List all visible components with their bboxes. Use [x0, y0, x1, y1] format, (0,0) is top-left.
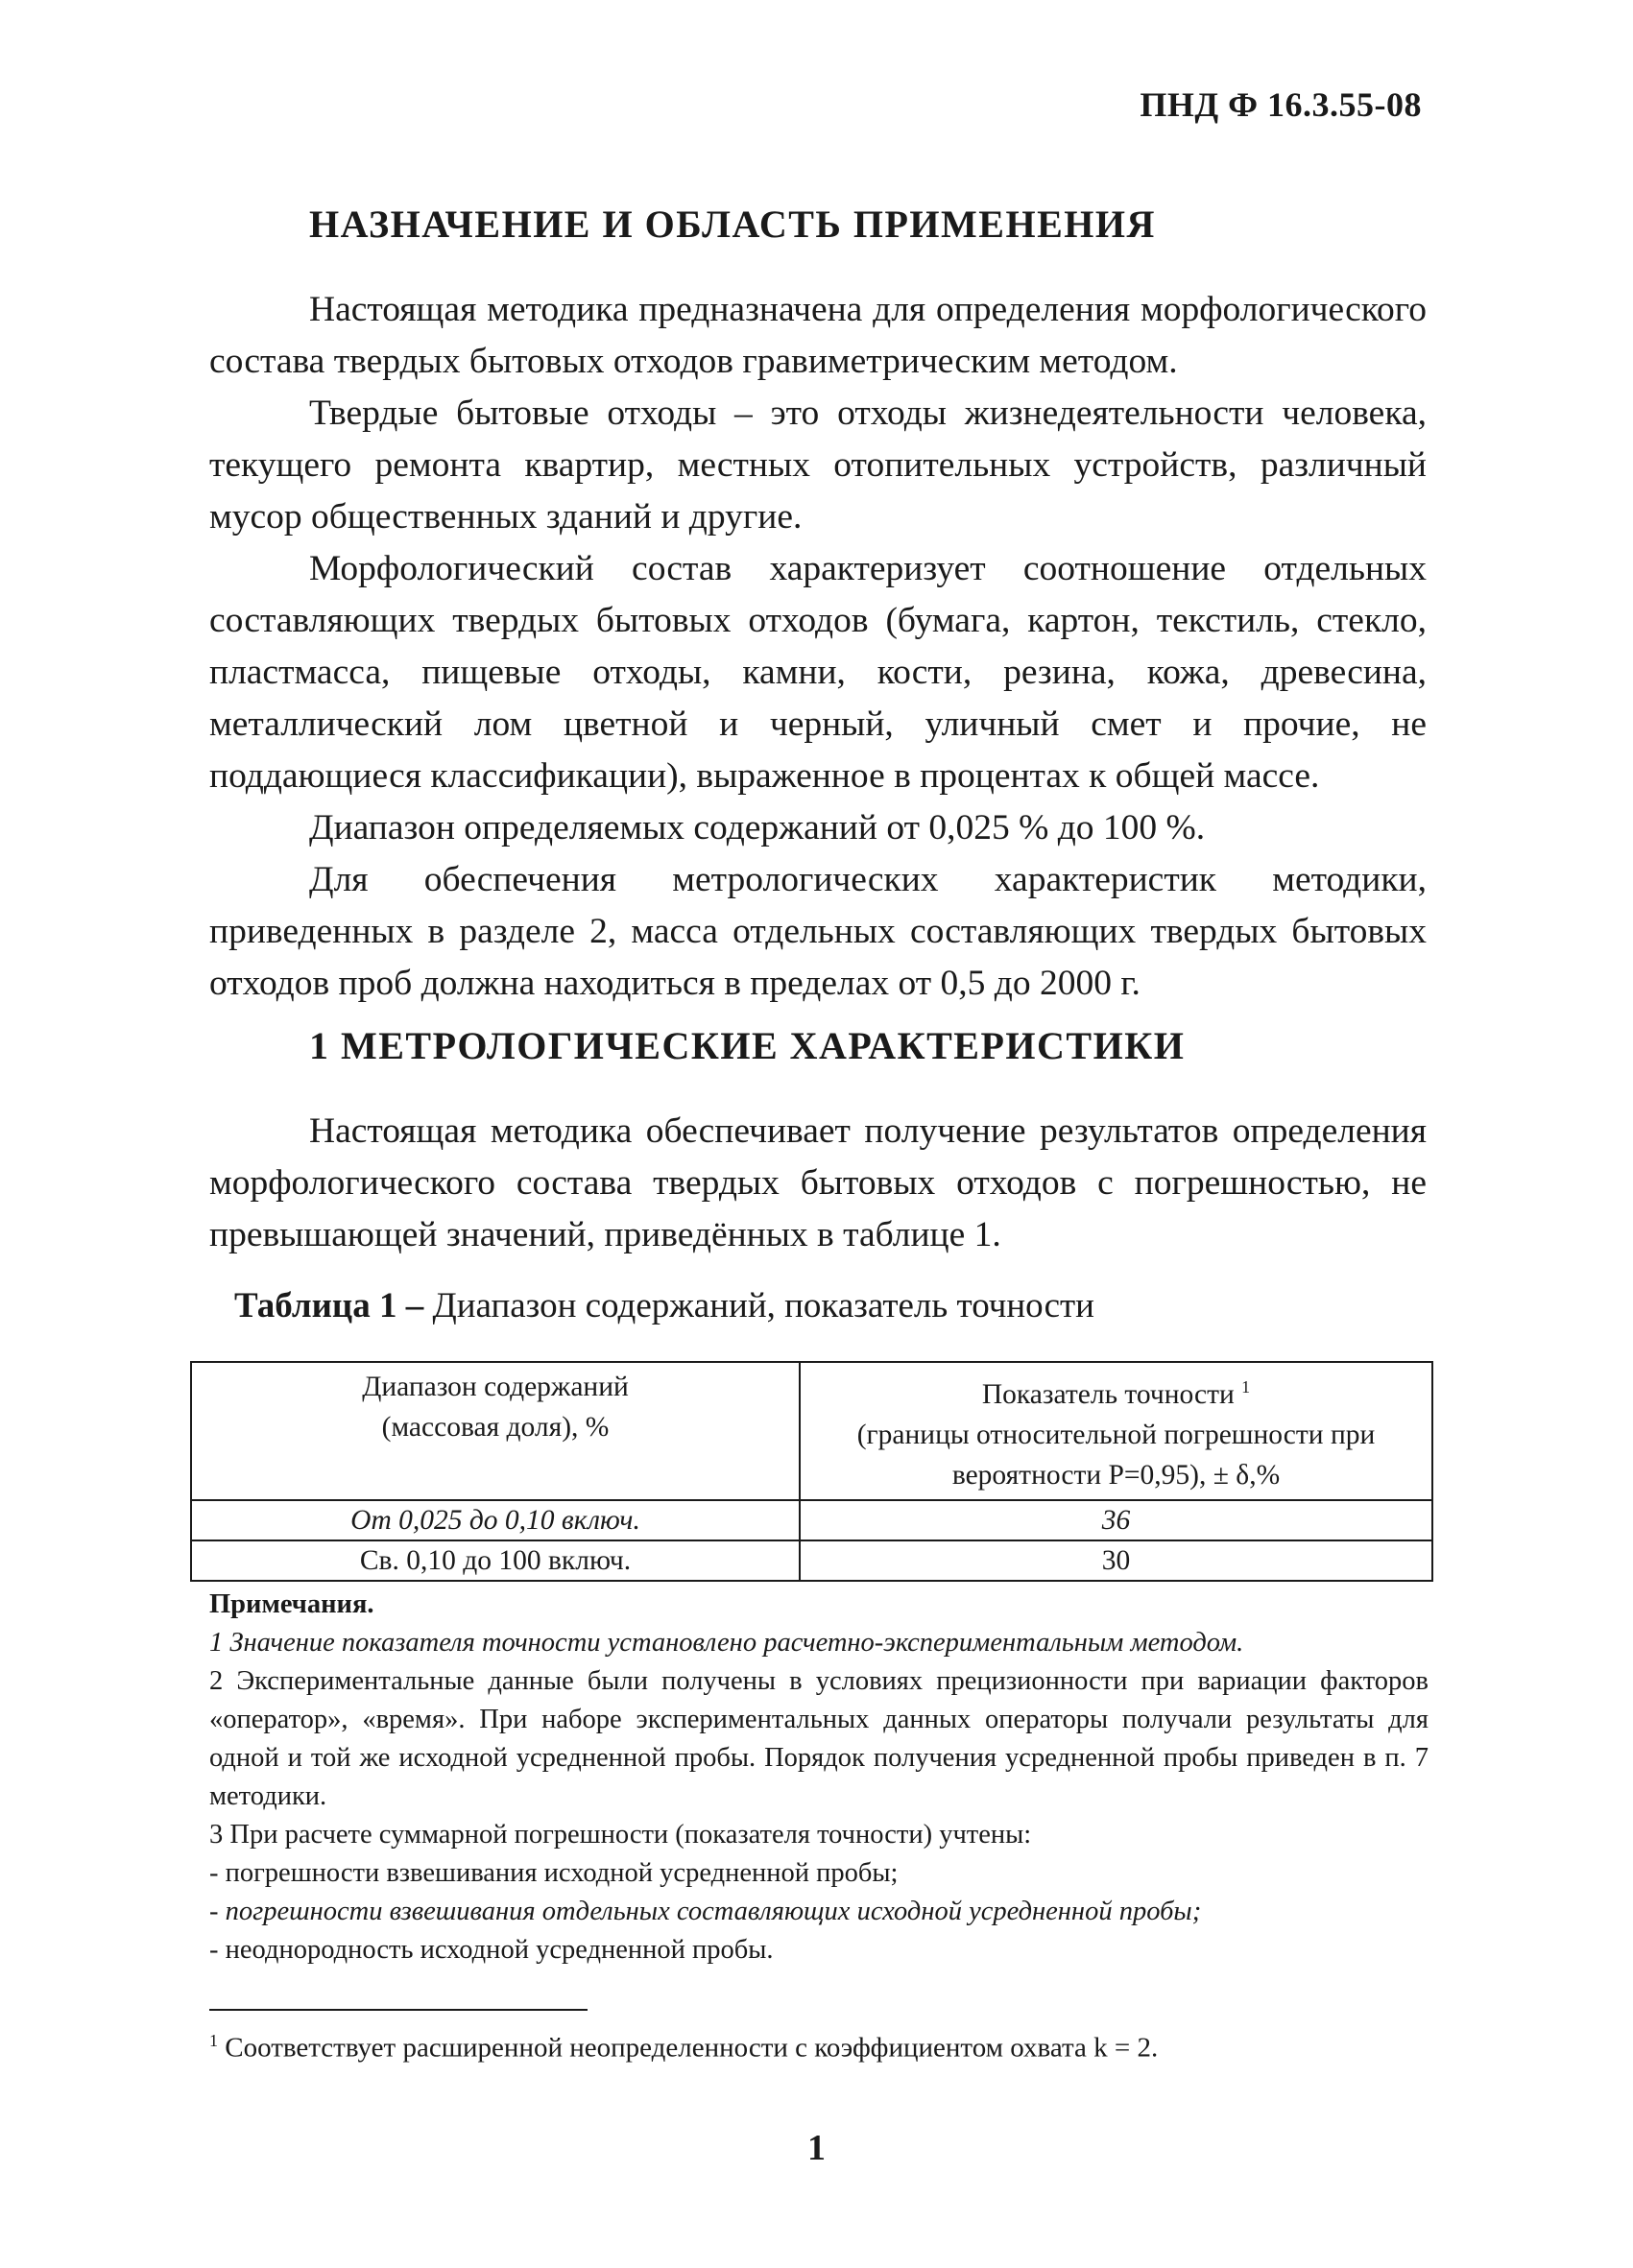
notes-title: Примечания.: [209, 1589, 374, 1619]
footnote-divider: [209, 2009, 588, 2011]
table-row: [191, 1540, 1432, 1581]
note-item: - неоднородность исходной усредненной пробы.: [209, 1935, 774, 1965]
header-accuracy-line3: вероятности P=0,95), ± δ,%: [951, 1459, 1281, 1491]
cell-accuracy: 30: [800, 1540, 1432, 1581]
table-header-row: [191, 1362, 1432, 1500]
paragraph: Для обеспечения метрологических характеристик методики, приведенных в разделе 2, масса отдельных составляющих твердых бытовых отходов проб должна находиться в пределах от 0,5 до 2000 г.: [209, 860, 1427, 1003]
cell-accuracy: 36: [800, 1500, 1432, 1540]
section-title-metrology: 1 МЕТРОЛОГИЧЕСКИЕ ХАРАКТЕРИСТИКИ: [309, 1024, 1186, 1067]
metrology-text: [209, 1106, 1427, 1261]
cell-range: Св. 0,10 до 100 включ.: [191, 1540, 800, 1581]
header-range-line1: Диапазон содержаний: [362, 1372, 629, 1402]
document-code: ПНД Ф 16.3.55-08: [1140, 85, 1422, 124]
footnote-mark: 1: [1241, 1377, 1251, 1397]
header-accuracy-line1: [810, 1367, 1422, 1415]
paragraph: Настоящая методика предназначена для определения морфологического состава твердых бытовых отходов гравиметрическим методом.: [209, 290, 1427, 381]
header-accuracy-line2: (границы относительной погрешности при: [856, 1419, 1376, 1450]
note-item: 3 При расчете суммарной погрешности (показателя точности) учтены:: [209, 1820, 1032, 1850]
footnote-mark: 1: [209, 2031, 218, 2050]
cell-range: От 0,025 до 0,10 включ.: [191, 1500, 800, 1540]
header-range-line2: (массовая доля), %: [381, 1412, 610, 1443]
header-accuracy: [800, 1362, 1432, 1500]
footnote-text: Соответствует расширенной неопределенности с коэффициентом охвата k = 2.: [225, 2032, 1159, 2064]
table-caption-label: Таблица 1 –: [234, 1286, 424, 1325]
paragraph: Диапазон определяемых содержаний от 0,025 % до 100 %.: [309, 808, 1206, 848]
note-item: 2 Экспериментальные данные были получены в условиях прецизионности при вариации факторов «оператор», «время». При наборе экспериментальных данных операторы получали результаты для одной и той же исходной усредненной пробы. Порядок получения усредненной пробы приведен в п. 7 методики.: [209, 1666, 1429, 1811]
paragraph: Твердые бытовые отходы – это отходы жизнедеятельности человека, текущего ремонта квартир, местных отопительных устройств, различный мусор общественных зданий и другие.: [209, 394, 1427, 537]
paragraph: Настоящая методика обеспечивает получение результатов определения морфологического состава твердых бытовых отходов с погрешностью, не превышающей значений, приведённых в таблице 1.: [209, 1111, 1427, 1254]
header-accuracy-label: Показатель точности: [981, 1378, 1235, 1410]
table-caption: [234, 1281, 1094, 1331]
paragraph: Морфологический состав характеризует соотношение отдельных составляющих твердых бытовых отходов (бумага, картон, текстиль, стекло, пластмасса, пищевые отходы, камни, кости, резина, кожа, древесина, металлический лом цветной и черный, уличный смет и прочие, не поддающиеся классификации), выраженное в процентах к общей массе.: [209, 549, 1427, 796]
note-item: - погрешности взвешивания отдельных составляющих исходной усредненной пробы;: [209, 1897, 1202, 1926]
note-item: - погрешности взвешивания исходной усредненной пробы;: [209, 1858, 899, 1888]
footnote: [209, 2021, 1158, 2067]
note-item: 1 Значение показателя точности установлено расчетно-экспериментальным методом.: [209, 1628, 1244, 1658]
notes: [209, 1586, 1429, 1970]
scope-text: [209, 284, 1427, 1010]
page-number: 1: [807, 2128, 826, 2168]
section-title-scope: НАЗНАЧЕНИЕ И ОБЛАСТЬ ПРИМЕНЕНИЯ: [309, 203, 1156, 246]
table-caption-text: Диапазон содержаний, показатель точности: [432, 1286, 1094, 1325]
table-row: [191, 1500, 1432, 1540]
accuracy-table: [190, 1361, 1433, 1582]
header-range: [191, 1362, 800, 1500]
